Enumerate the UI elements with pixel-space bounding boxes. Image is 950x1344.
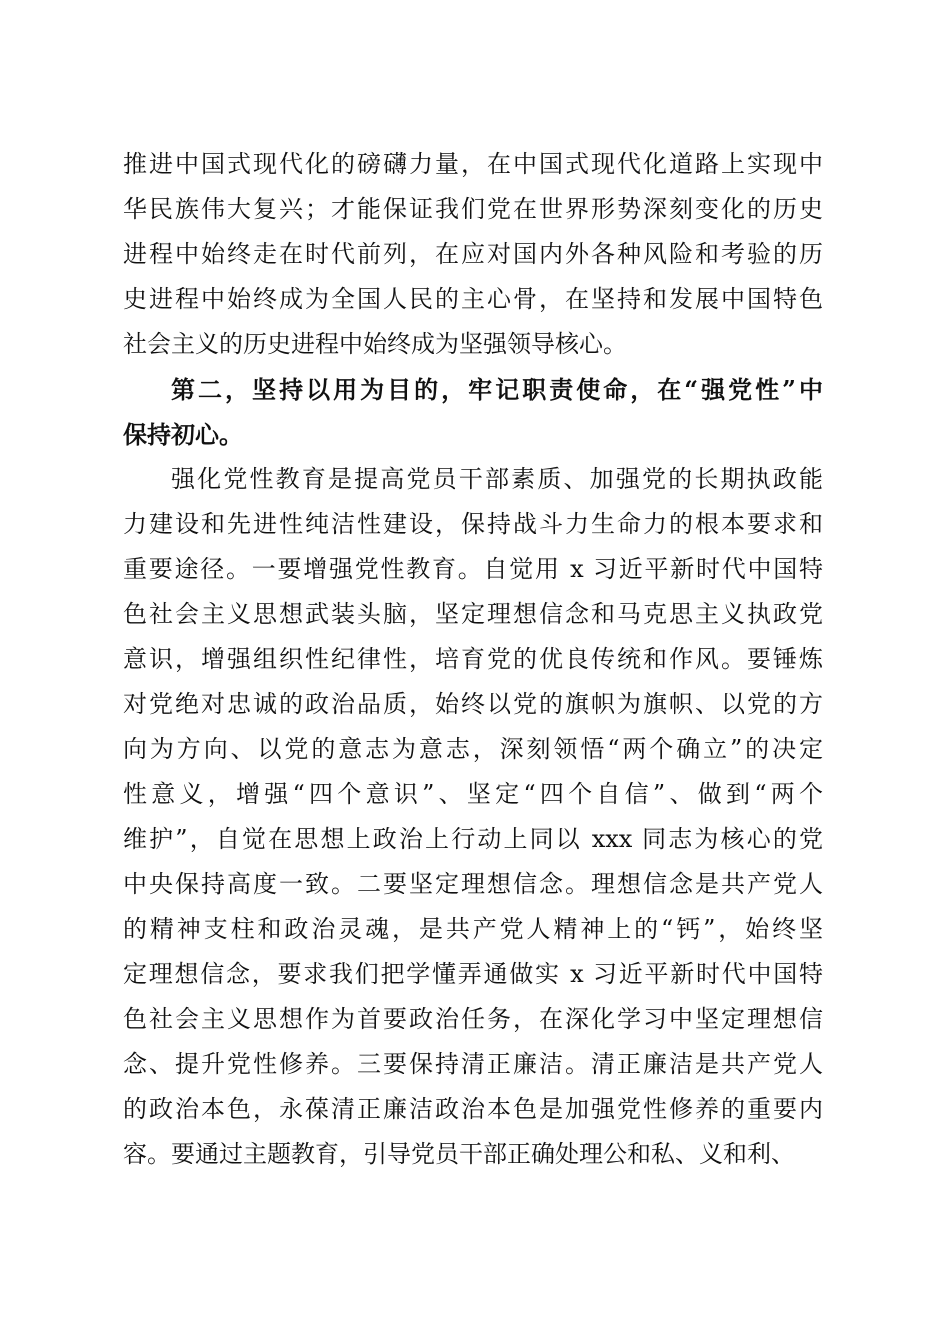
text-line: 念、提升党性修养。三要保持清正廉洁。清正廉洁是共产党人 xyxy=(123,1050,823,1078)
text-line: 容。要通过主题教育，引导党员干部正确处理公和私、义和利、 xyxy=(123,1140,795,1168)
text-line: 维护”，自觉在思想上政治上行动上同以 xxx 同志为核心的党 xyxy=(123,825,823,853)
text-line: 色社会主义思想武装头脑，坚定理想信念和马克思主义执政党 xyxy=(123,600,823,628)
text-line: 色社会主义思想作为首要政治任务，在深化学习中坚定理想信 xyxy=(123,1005,823,1033)
paragraph-continuation xyxy=(123,142,823,367)
text-line: 进程中始终走在时代前列，在应对国内外各种风险和考验的历 xyxy=(123,240,823,268)
text-line: 的精神支柱和政治灵魂，是共产党人精神上的“钙”，始终坚 xyxy=(123,915,823,943)
text-line: 对党绝对忠诚的政治品质，始终以党的旗帜为旗帜、以党的方 xyxy=(123,690,823,718)
body-paragraph xyxy=(123,457,823,1177)
text-line: 力建设和先进性纯洁性建设，保持战斗力生命力的根本要求和 xyxy=(123,510,823,538)
text-line: 推进中国式现代化的磅礴力量，在中国式现代化道路上实现中 xyxy=(123,150,823,178)
text-line: 华民族伟大复兴；才能保证我们党在世界形势深刻变化的历史 xyxy=(123,195,823,223)
text-line: 的政治本色，永葆清正廉洁政治本色是加强党性修养的重要内 xyxy=(123,1095,823,1123)
text-line: 中央保持高度一致。二要坚定理想信念。理想信念是共产党人 xyxy=(123,870,823,898)
text-line: 史进程中始终成为全国人民的主心骨，在坚持和发展中国特色 xyxy=(123,285,823,313)
section-heading xyxy=(123,367,823,457)
heading-line: 保持初心。 xyxy=(123,420,243,449)
text-line: 意识，增强组织性纪律性，培育党的优良传统和作风。要锤炼 xyxy=(123,645,823,673)
text-line: 向为方向、以党的意志为意志，深刻领悟“两个确立”的决定 xyxy=(123,735,823,763)
text-line: 强化党性教育是提高党员干部素质、加强党的长期执政能 xyxy=(171,465,823,493)
text-line: 重要途径。一要增强党性教育。自觉用 x 习近平新时代中国特 xyxy=(123,555,823,583)
text-line: 定理想信念，要求我们把学懂弄通做实 x 习近平新时代中国特 xyxy=(123,960,823,988)
text-line: 社会主义的历史进程中始终成为坚强领导核心。 xyxy=(123,330,627,358)
text-line: 性意义，增强“四个意识”、坚定“四个自信”、做到“两个 xyxy=(123,780,823,808)
document-body xyxy=(123,142,823,1177)
heading-line: 第二，坚持以用为目的，牢记职责使命，在“强党性”中 xyxy=(171,375,823,404)
